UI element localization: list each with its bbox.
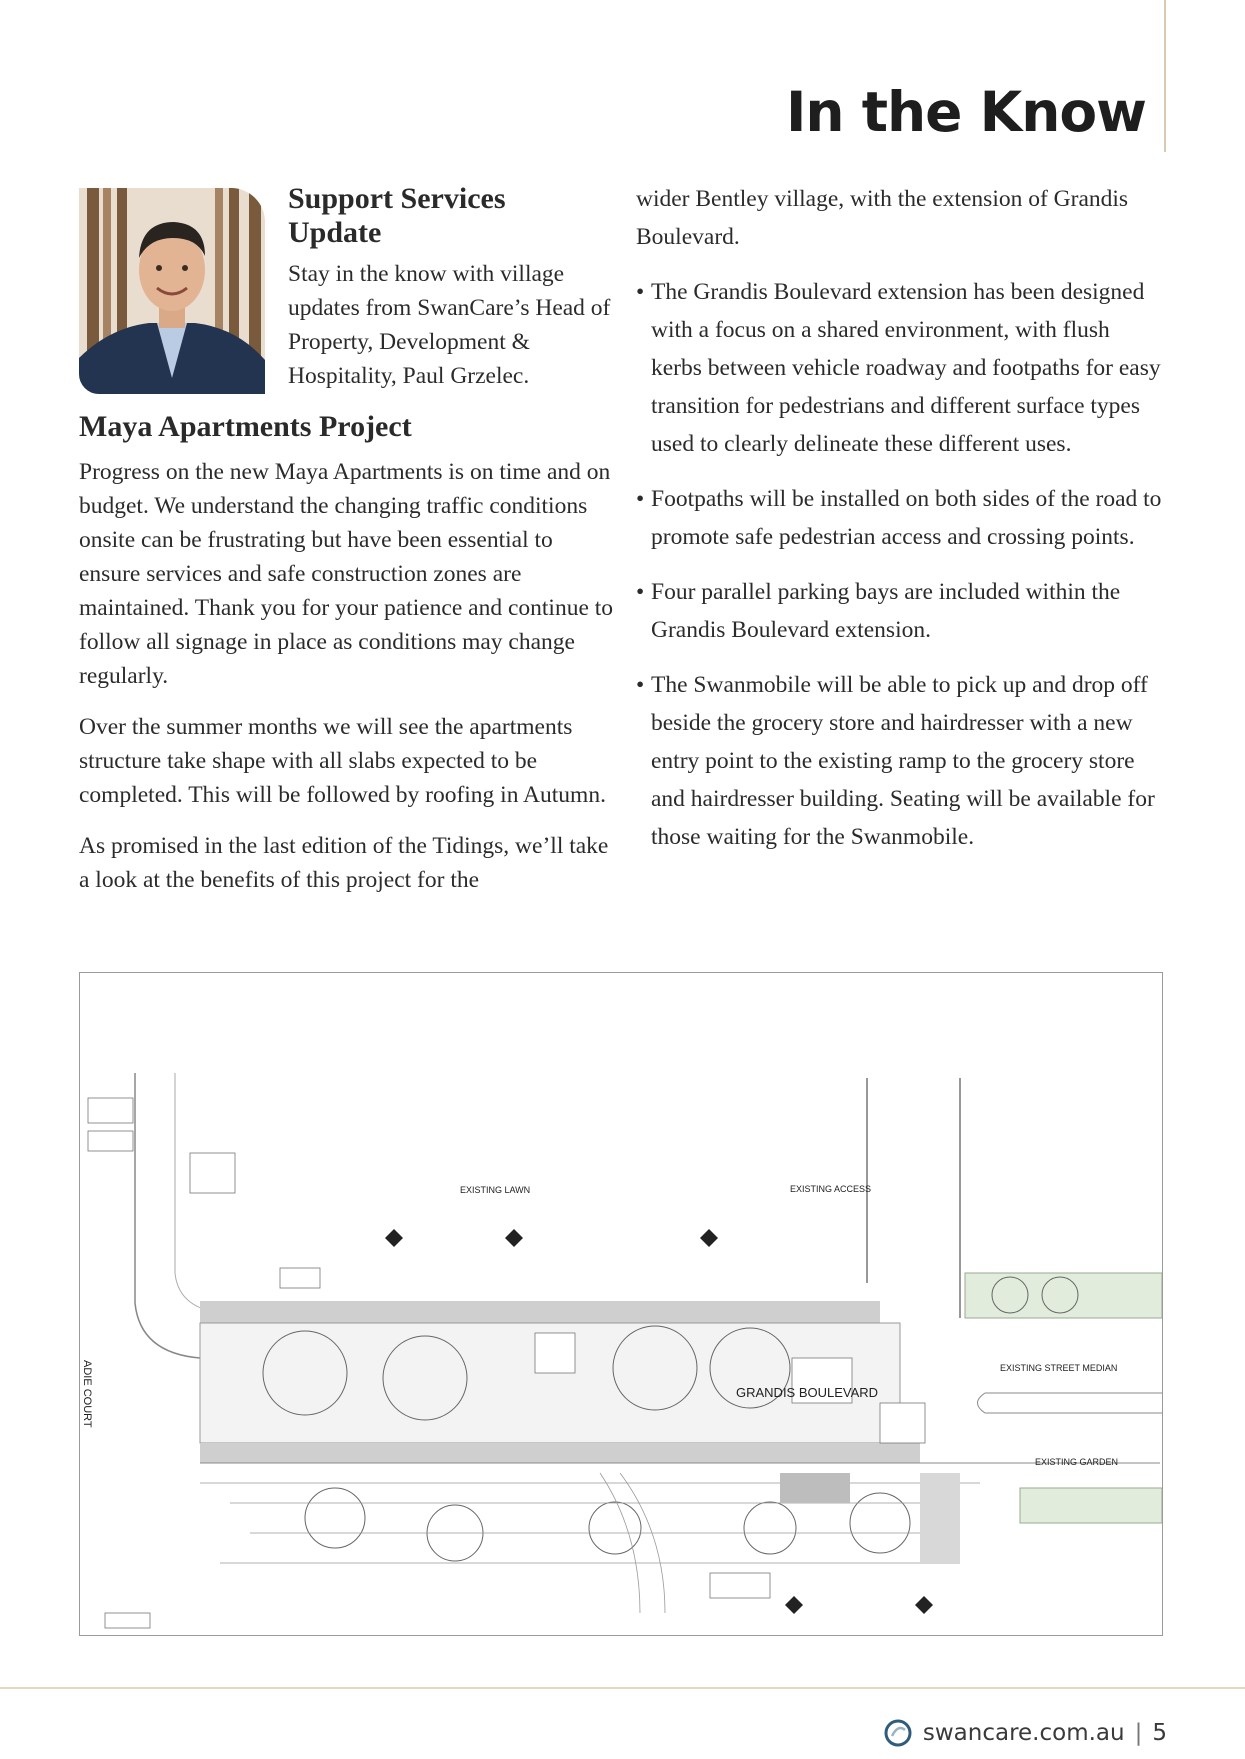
vertical-accent-rule — [1164, 0, 1166, 152]
support-title-line-1: Support Services — [288, 182, 506, 215]
label-existing-access: EXISTING ACCESS — [790, 1184, 872, 1194]
page-number: 5 — [1152, 1720, 1167, 1746]
label-existing-lawn: EXISTING LAWN — [460, 1185, 531, 1195]
footer-rule — [0, 1687, 1245, 1689]
portrait-photo — [79, 188, 265, 394]
swancare-logo-icon — [883, 1718, 913, 1748]
label-existing-garden: EXISTING GARDEN — [1035, 1457, 1119, 1467]
label-grandis-boulevard: GRANDIS BOULEVARD — [736, 1385, 879, 1400]
benefit-item: • Four parallel parking bays are included within the Grandis Boulevard extension. — [636, 573, 1166, 649]
maya-continuation: wider Bentley village, with the extension of Grandis Boulevard. — [636, 186, 1129, 250]
site-plan — [79, 972, 1163, 1636]
support-intro: Stay in the know with village updates from SwanCare’s Head of Property, Development & Hospitality, Paul Grzelec. — [288, 261, 611, 389]
benefit-item: • The Swanmobile will be able to pick up and drop off beside the grocery store and hairdresser with a new entry point to the existing ramp to the grocery store and hairdresser building. Seating will be available for those waiting for the Swanmobile. — [636, 666, 1166, 856]
maya-paragraph-3: As promised in the last edition of the Tidings, we’ll take a look at the benefits of this project for the — [79, 833, 609, 893]
right-column — [636, 180, 1166, 873]
footer — [883, 1718, 1167, 1748]
page-heading: In the Know — [785, 80, 1146, 144]
support-services-title — [288, 182, 588, 250]
maya-paragraph-2: Over the summer months we will see the apartments structure take shape with all slabs expected to be completed. This will be followed by roofing in Autumn. — [79, 714, 606, 808]
maya-title: Maya Apartments Project — [79, 410, 412, 443]
footer-separator: | — [1134, 1720, 1143, 1746]
label-existing-street-median: EXISTING STREET MEDIAN — [1000, 1363, 1118, 1373]
benefit-item: • The Grandis Boulevard extension has been designed with a focus on a shared environment, with flush kerbs between vehicle roadway and footpaths for easy transition for pedestrians and different surface types used to clearly delineate these different uses. — [636, 273, 1166, 463]
left-column — [79, 455, 619, 914]
website-link[interactable]: swancare.com.au — [922, 1720, 1125, 1746]
benefit-item: • Footpaths will be installed on both sides of the road to promote safe pedestrian access and crossing points. — [636, 480, 1166, 556]
support-title-line-2: Update — [288, 216, 382, 249]
maya-paragraph-1: Progress on the new Maya Apartments is on time and on budget. We understand the changing traffic conditions onsite can be frustrating but have been essential to ensure services and safe construction zones are maintained. Thank you for your patience and continue to follow all signage in place as conditions may change regularly. — [79, 459, 614, 689]
label-adie-court: ADIE COURT — [81, 1360, 93, 1428]
benefits-list — [636, 273, 1166, 856]
